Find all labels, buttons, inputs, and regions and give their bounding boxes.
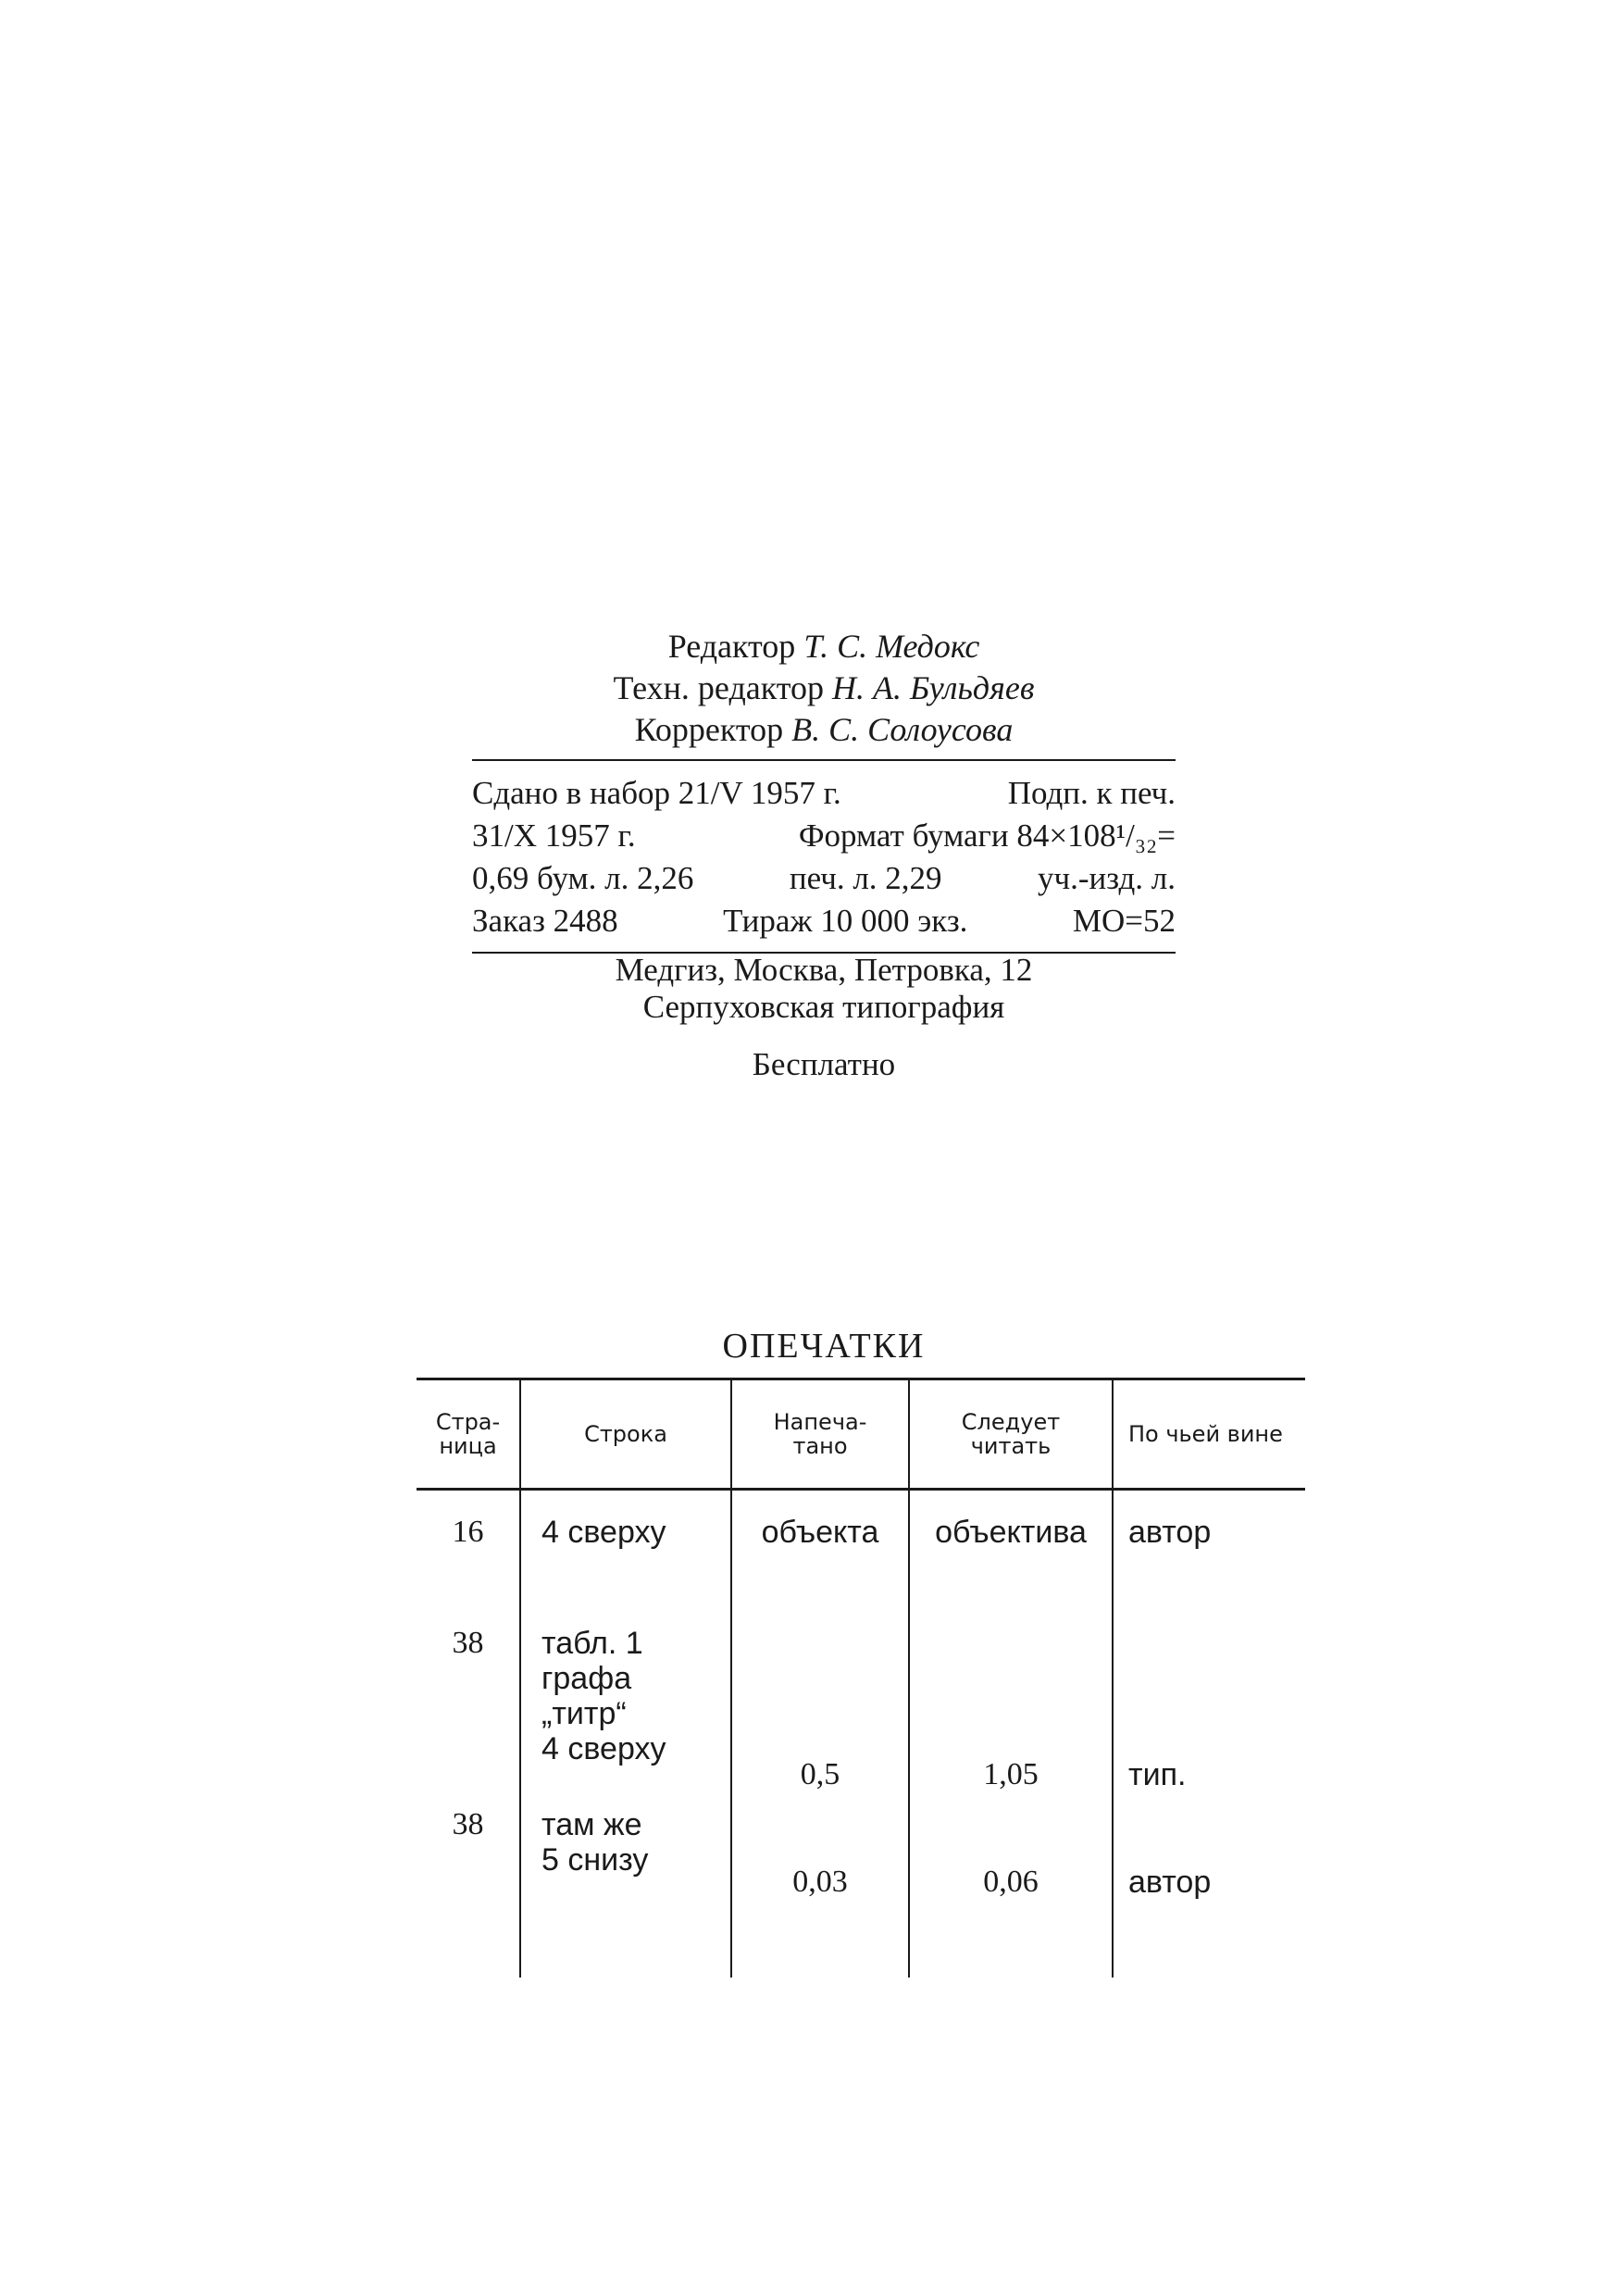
header-text: тано — [792, 1433, 848, 1459]
header-page — [417, 1379, 520, 1490]
cell-printed: объекта — [731, 1490, 909, 1612]
header-text: ница — [439, 1433, 497, 1459]
cell-line-text: графа — [541, 1661, 632, 1696]
cell-line — [520, 1490, 731, 1612]
credit-editor — [472, 626, 1176, 668]
table-row — [417, 1611, 1305, 1792]
imprint-text: уч.-изд. л. — [1038, 860, 1176, 896]
publisher-printer: Серпуховская типография — [642, 989, 1005, 1025]
cell-line — [520, 1611, 731, 1792]
publisher-address: Медгиз, Москва, Петровка, 12 — [615, 952, 1033, 988]
cell-correct: 0,06 — [909, 1792, 1113, 1900]
cell-page: 16 — [452, 1515, 484, 1549]
cell-correct: объектива — [909, 1490, 1113, 1612]
imprint-text: 31/X 1957 г. — [472, 817, 636, 854]
cell-line-text: 5 снизу — [541, 1842, 649, 1878]
cell-empty — [909, 1900, 1113, 1978]
cell-printed: 0,5 — [731, 1611, 909, 1792]
cell-line-text: там же — [541, 1807, 642, 1842]
imprint-line — [472, 857, 1176, 900]
credit-role: Техн. редактор — [613, 669, 825, 706]
imprint-text: МО=52 — [1072, 903, 1176, 939]
price-label: Бесплатно — [752, 1046, 896, 1082]
cell-line-text: „титр“ — [541, 1696, 627, 1731]
credit-person: В. С. Солоусова — [791, 711, 1014, 748]
credit-person: Н. А. Бульдяев — [832, 669, 1035, 706]
header-correct — [909, 1379, 1113, 1490]
cell-empty — [417, 1900, 520, 1978]
cell-printed: 0,03 — [731, 1792, 909, 1900]
imprint-line — [472, 900, 1176, 942]
imprint-text: Формат бумаги 84×108¹/₃₂= — [798, 817, 1176, 854]
cell-line-text: 4 сверху — [541, 1515, 666, 1550]
imprint-line — [472, 815, 1176, 857]
errata-title: ОПЕЧАТКИ — [722, 1327, 926, 1366]
header-line: Строка — [520, 1379, 731, 1490]
header-text: Напеча- — [773, 1409, 867, 1435]
imprint-line — [472, 772, 1176, 815]
errata-header-row — [417, 1379, 1305, 1490]
cell-empty — [1113, 1900, 1305, 1978]
publisher-block — [472, 952, 1176, 1083]
credit-tech-editor — [472, 668, 1176, 709]
credits-block — [472, 626, 1176, 751]
credit-corrector — [472, 709, 1176, 751]
header-fault: По чьей вине — [1113, 1379, 1305, 1490]
cell-empty — [731, 1900, 909, 1978]
imprint-text: Подп. к печ. — [1007, 775, 1176, 811]
cell-correct: 1,05 — [909, 1611, 1113, 1792]
cell-line-text: табл. 1 — [541, 1626, 643, 1661]
header-printed — [731, 1379, 909, 1490]
cell-fault: тип. — [1113, 1611, 1305, 1792]
header-text: Стра- — [435, 1409, 501, 1435]
cell-fault: автор — [1113, 1490, 1305, 1612]
credit-role: Редактор — [667, 628, 796, 665]
cell-line — [520, 1792, 731, 1900]
errata-table — [417, 1378, 1305, 1978]
cell-line-text: 4 сверху — [541, 1731, 666, 1766]
cell-empty — [520, 1900, 731, 1978]
imprint-text: Тираж 10 000 экз. — [723, 903, 968, 939]
imprint-block — [472, 759, 1176, 954]
header-text: читать — [970, 1433, 1052, 1459]
table-row — [417, 1490, 1305, 1612]
credit-person: Т. С. Медокс — [803, 628, 980, 665]
imprint-text: печ. л. 2,29 — [789, 860, 942, 896]
imprint-text: Сдано в набор 21/V 1957 г. — [472, 775, 841, 811]
header-text: Следует — [961, 1409, 1061, 1435]
table-row — [417, 1792, 1305, 1900]
cell-page: 38 — [452, 1626, 484, 1660]
cell-fault: автор — [1113, 1792, 1305, 1900]
imprint-text: Заказ 2488 — [472, 903, 618, 939]
imprint-text: 0,69 бум. л. 2,26 — [472, 860, 694, 896]
cell-page: 38 — [452, 1807, 484, 1841]
table-row-empty — [417, 1900, 1305, 1978]
credit-role: Корректор — [634, 711, 784, 748]
